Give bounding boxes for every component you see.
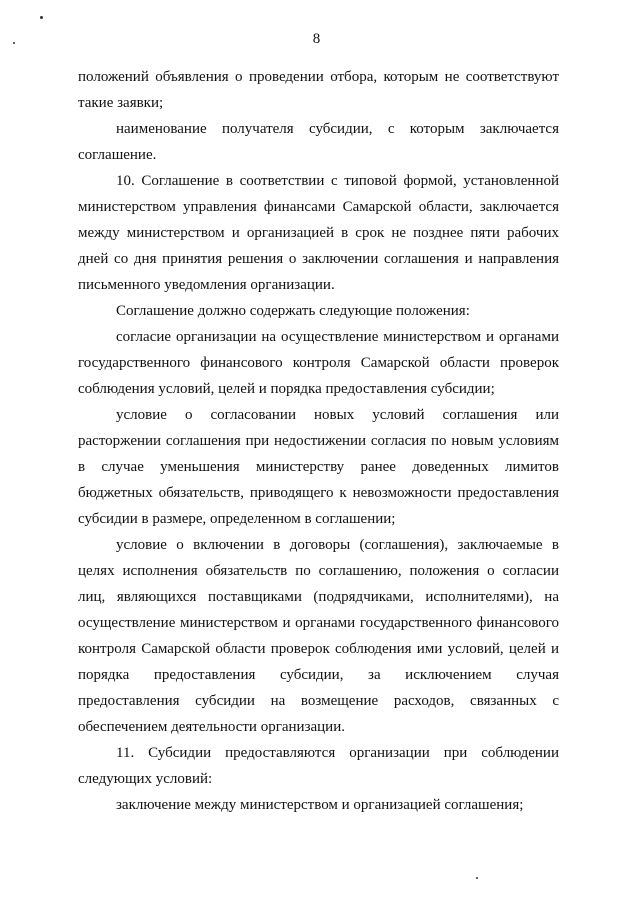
paragraph-recipient-name: наименование получателя субсидии, с которым заключается соглашение. [78, 121, 559, 163]
paragraph-clause-11: 11. Субсидии предоставляются организации при соблюдении следующих условий: [78, 745, 559, 787]
scan-speck [40, 16, 43, 19]
paragraph-agreement-provisions: Соглашение должно содержать следующие положения: [116, 303, 470, 319]
document-body [78, 64, 559, 818]
page-number: 8 [312, 31, 321, 47]
paragraph-new-conditions: условие о согласовании новых условий соглашения или расторжении соглашения при недостижении согласия по новым условиям в случае уменьшения министерству ранее доведенных лимитов бюджетных обязательств, приводящего к невозможности предоставления субсидии в размере, определенном в соглашении; [78, 407, 559, 527]
paragraph-continuation: положений объявления о проведении отбора, которым не соответствуют такие заявки; [78, 69, 559, 111]
scan-speck [476, 877, 478, 879]
paragraph-consent: согласие организации на осуществление министерством и органами государственного финансового контроля Самарской области проверок соблюдения условий, целей и порядка предоставления субсидии; [78, 329, 559, 397]
paragraph-clause-10: 10. Соглашение в соответствии с типовой формой, установленной министерством управления финансами Самарской области, заключается между министерством и организацией в срок не позднее пяти рабочих дней со дня принятия решения о заключении соглашения и направления письменного уведомления организации. [78, 173, 559, 293]
paragraph-contracts-inclusion: условие о включении в договоры (соглашения), заключаемые в целях исполнения обязательств по соглашению, положения о согласии лиц, являющихся поставщиками (подрядчиками, исполнителями), на осуществление министерством и органами государственного финансового контроля Самарской области проверок соблюдения ими условий, целей и порядка предоставления субсидии, за исключением случая предоставления субсидии на возмещение расходов, связанных с обеспечением деятельности организации. [78, 537, 559, 735]
paragraph-agreement-conclusion: заключение между министерством и организацией соглашения; [116, 797, 524, 813]
